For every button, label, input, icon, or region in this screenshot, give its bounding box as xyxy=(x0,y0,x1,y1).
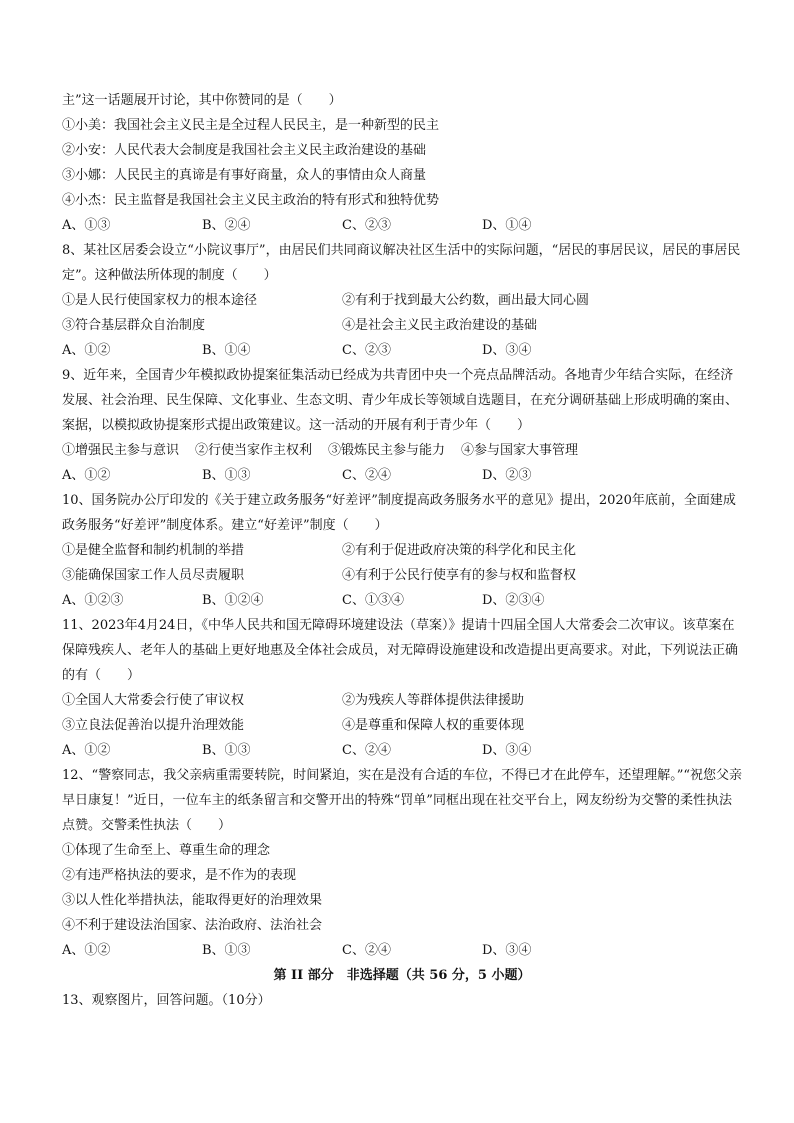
q7-item-4: ④小杰：民主监督是我国社会主义民主政治的特有形式和独特优势 xyxy=(62,193,440,208)
q10-option-c[interactable]: C、①③④ xyxy=(342,593,404,608)
q7-item-3: ③小娜：人民民主的真谛是有事好商量，众人的事情由众人商量 xyxy=(62,168,427,183)
q10-item-3: ③能确保国家工作人员尽责履职 xyxy=(62,568,245,583)
q11-stem: 11、2023年4月24日，《中华人民共和国无障碍环境建设法（草案）》提请十四届全国人大常委会二次审议。该草案在保障残疾人、老年人的基础上更好地惠及全体社会成员，对无障碍设施建设和改造提出更高要求。对此，下列说法正确的有（ ） xyxy=(62,618,739,683)
q8-items-row-2 xyxy=(62,313,742,338)
q9-option-c[interactable]: C、②④ xyxy=(342,468,391,483)
q8-item-2: ②有利于找到最大公约数，画出最大同心圆 xyxy=(342,293,590,308)
q9-item-4: ④参与国家大事管理 xyxy=(461,443,579,458)
section-2-title: 第 II 部分 非选择题（共 56 分，5 小题） xyxy=(273,968,531,983)
q8-items-row-1 xyxy=(62,288,742,313)
q12-option-b[interactable]: B、①③ xyxy=(202,943,251,958)
q10-item-4: ④有利于公民行使享有的参与权和监督权 xyxy=(342,568,577,583)
q13-stem: 13、观察图片，回答问题。（10分） xyxy=(62,993,271,1008)
q8-stem: 8、某社区居委会设立“小院议事厅”，由居民们共同商议解决社区生活中的实际问题，“居民的事居民议，居民的事居民定”。这种做法所体现的制度（ ） xyxy=(62,243,741,283)
q7-item-2: ②小安：人民代表大会制度是我国社会主义民主政治建设的基础 xyxy=(62,143,427,158)
q10-option-a[interactable]: A、①②③ xyxy=(62,593,124,608)
q11-items-row-1 xyxy=(62,688,742,713)
q7-option-d[interactable]: D、①④ xyxy=(482,218,532,233)
exam-page xyxy=(62,88,742,1013)
q10-items-row-1 xyxy=(62,538,742,563)
q9-item-1: ①增强民主参与意识 xyxy=(62,443,180,458)
q10-options xyxy=(62,588,742,613)
q10-item-2: ②有利于促进政府决策的科学化和民主化 xyxy=(342,543,577,558)
q7-option-b[interactable]: B、②④ xyxy=(202,218,251,233)
q12-option-a[interactable]: A、①② xyxy=(62,943,111,958)
q9-option-d[interactable]: D、②③ xyxy=(482,468,532,483)
q8-option-d[interactable]: D、③④ xyxy=(482,343,532,358)
q11-option-d[interactable]: D、③④ xyxy=(482,743,532,758)
q8-item-3: ③符合基层群众自治制度 xyxy=(62,318,206,333)
q8-option-b[interactable]: B、①④ xyxy=(202,343,251,358)
q8-option-a[interactable]: A、①② xyxy=(62,343,111,358)
q8-options xyxy=(62,338,742,363)
q11-option-b[interactable]: B、①③ xyxy=(202,743,251,758)
q9-option-b[interactable]: B、①③ xyxy=(202,468,251,483)
q9-items xyxy=(62,438,742,463)
q10-option-d[interactable]: D、②③④ xyxy=(482,593,545,608)
q7-options xyxy=(62,213,742,238)
q11-option-a[interactable]: A、①② xyxy=(62,743,111,758)
q9-options xyxy=(62,463,742,488)
q9-stem: 9、近年来，全国青少年模拟政协提案征集活动已经成为共青团中央一个亮点品牌活动。各地青少年结合实际，在经济发展、社会治理、民生保障、文化事业、生态文明、青少年成长等领域自选题目，在充分调研基础上形成明确的案由、案据，以模拟政协提案形式提出政策建议。这一活动的开展有利于青少年（ ） xyxy=(62,368,739,433)
q11-item-1: ①全国人大常委会行使了审议权 xyxy=(62,693,245,708)
q8-item-4: ④是社会主义民主政治建设的基础 xyxy=(342,318,538,333)
q12-option-d[interactable]: D、③④ xyxy=(482,943,532,958)
q9-option-a[interactable]: A、①② xyxy=(62,468,111,483)
q7-stem: 主”这一话题展开讨论，其中你赞同的是（ ） xyxy=(62,93,342,108)
q11-item-4: ④是尊重和保障人权的重要体现 xyxy=(342,718,525,733)
q7-option-a[interactable]: A、①③ xyxy=(62,218,111,233)
q12-item-1: ①体现了生命至上、尊重生命的理念 xyxy=(62,843,271,858)
q11-item-2: ②为残疾人等群体提供法律援助 xyxy=(342,693,525,708)
q8-option-c[interactable]: C、②③ xyxy=(342,343,391,358)
q10-items-row-2 xyxy=(62,563,742,588)
q12-item-2: ②有违严格执法的要求，是不作为的表现 xyxy=(62,868,297,883)
q12-stem: 12、“警察同志，我父亲病重需要转院，时间紧迫，实在是没有合适的车位，不得已才在此停车，还望理解。”“祝您父亲早日康复！”近日，一位车主的纸条留言和交警开出的特殊“罚单”同框出现在社交平台上，网友纷纷为交警的柔性执法点赞。交警柔性执法（ ） xyxy=(62,768,742,833)
q10-option-b[interactable]: B、①②④ xyxy=(202,593,264,608)
q11-item-3: ③立良法促善治以提升治理效能 xyxy=(62,718,245,733)
q11-option-c[interactable]: C、②④ xyxy=(342,743,391,758)
q10-stem: 10、国务院办公厅印发的《关于建立政务服务“好差评”制度提高政务服务水平的意见》提出，2020年底前，全面建成政务服务“好差评”制度体系。建立“好差评”制度（ ） xyxy=(62,493,736,533)
q12-item-4: ④不利于建设法治国家、法治政府、法治社会 xyxy=(62,918,323,933)
q12-option-c[interactable]: C、②④ xyxy=(342,943,391,958)
q7-item-1: ①小美：我国社会主义民主是全过程人民民主，是一种新型的民主 xyxy=(62,118,440,133)
q11-items-row-2 xyxy=(62,713,742,738)
q11-options xyxy=(62,738,742,763)
q12-item-3: ③以人性化举措执法，能取得更好的治理效果 xyxy=(62,893,323,908)
q9-item-3: ③锻炼民主参与能力 xyxy=(328,443,446,458)
q10-item-1: ①是健全监督和制约机制的举措 xyxy=(62,543,245,558)
q7-option-c[interactable]: C、②③ xyxy=(342,218,391,233)
q12-options xyxy=(62,938,742,963)
q8-item-1: ①是人民行使国家权力的根本途径 xyxy=(62,293,258,308)
q9-item-2: ②行使当家作主权利 xyxy=(195,443,313,458)
